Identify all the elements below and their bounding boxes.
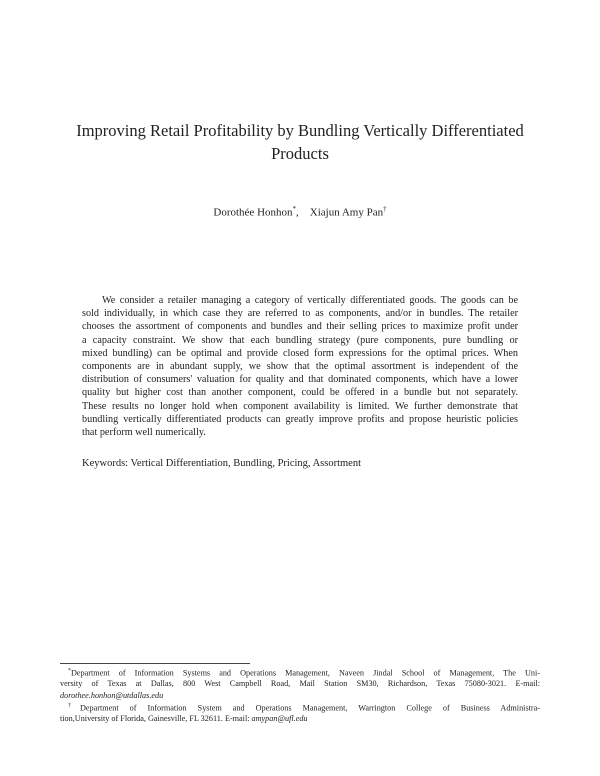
footnote-line: versity of Texas at Dallas, 800 West Campbell Road, Mail Station SM30, Richardson, Texas 75080-3021. E-mail: — [60, 678, 540, 688]
author-name: Dorothée Honhon — [213, 206, 293, 219]
footnote-text: Department of Information Systems and Operations Management, Naveen Jindal School of Management, The Uni- — [71, 668, 540, 678]
abstract-line: mixed bundling) can be optimal and provide closed form expressions for the optimal prices. When — [82, 347, 518, 359]
footnote-line — [60, 666, 540, 678]
abstract — [82, 294, 518, 439]
footnote-text: tion,University of Florida, Gainesville, FL 32611. E-mail: — [60, 714, 252, 724]
author-name: Xiajun Amy Pan — [309, 206, 384, 219]
paper-title-line-1: Improving Retail Profitability by Bundling Vertically Differentiated — [76, 121, 524, 140]
footnote-mark: * — [68, 668, 71, 674]
author-footnote-mark: † — [383, 205, 387, 213]
keywords: Keywords: Vertical Differentiation, Bundling, Pricing, Assortment — [82, 458, 361, 469]
abstract-line: a capacity constraint. We show that each bundling strategy (pure components, pure bundling or — [82, 334, 518, 346]
abstract-line: that perform well numerically. — [82, 426, 206, 438]
footnote-email[interactable]: dorothee.honhon@utdallas.edu — [60, 690, 164, 700]
abstract-line: quality but higher cost than another component, could be offered in a bundle but not separately. — [82, 387, 518, 399]
abstract-line: chooses the assortment of components and bundles and their selling prices to maximize profit under — [82, 321, 518, 333]
footnote-line — [60, 713, 540, 725]
footnote-line — [60, 701, 540, 713]
paper-title-line-2: Products — [271, 144, 329, 163]
author-footnote-mark: * — [292, 205, 297, 213]
abstract-line: distribution of consumers' valuation for quality and that dominated components, which have a lower — [82, 374, 518, 386]
abstract-line: sold individually, in which case they are referred to as components, and/or in bundles. The retailer — [82, 308, 518, 320]
footnote-mark: † — [68, 703, 80, 710]
footnote-text: Department of Information System and Operations Management, Warrington College of Business Administra- — [79, 704, 540, 714]
abstract-line: These results no longer hold when component availability is limited. We further demonstrate that — [82, 400, 518, 412]
abstract-line: components are in abundant supply, we show that the optimal assortment is independent of the — [82, 360, 518, 372]
footnote-email[interactable]: amypan@ufl.edu — [251, 714, 308, 724]
footnote-line — [60, 690, 540, 702]
footnote-rule — [60, 663, 250, 664]
footnotes — [60, 666, 540, 725]
abstract-line: We consider a retailer managing a category of vertically differentiated goods. The goods can be — [102, 295, 518, 306]
authors: Dorothée Honhon*, Xiajun Amy Pan† — [213, 205, 387, 219]
abstract-line: bundling vertically differentiated products can greatly improve profits and propose heuristic policies — [82, 413, 518, 425]
